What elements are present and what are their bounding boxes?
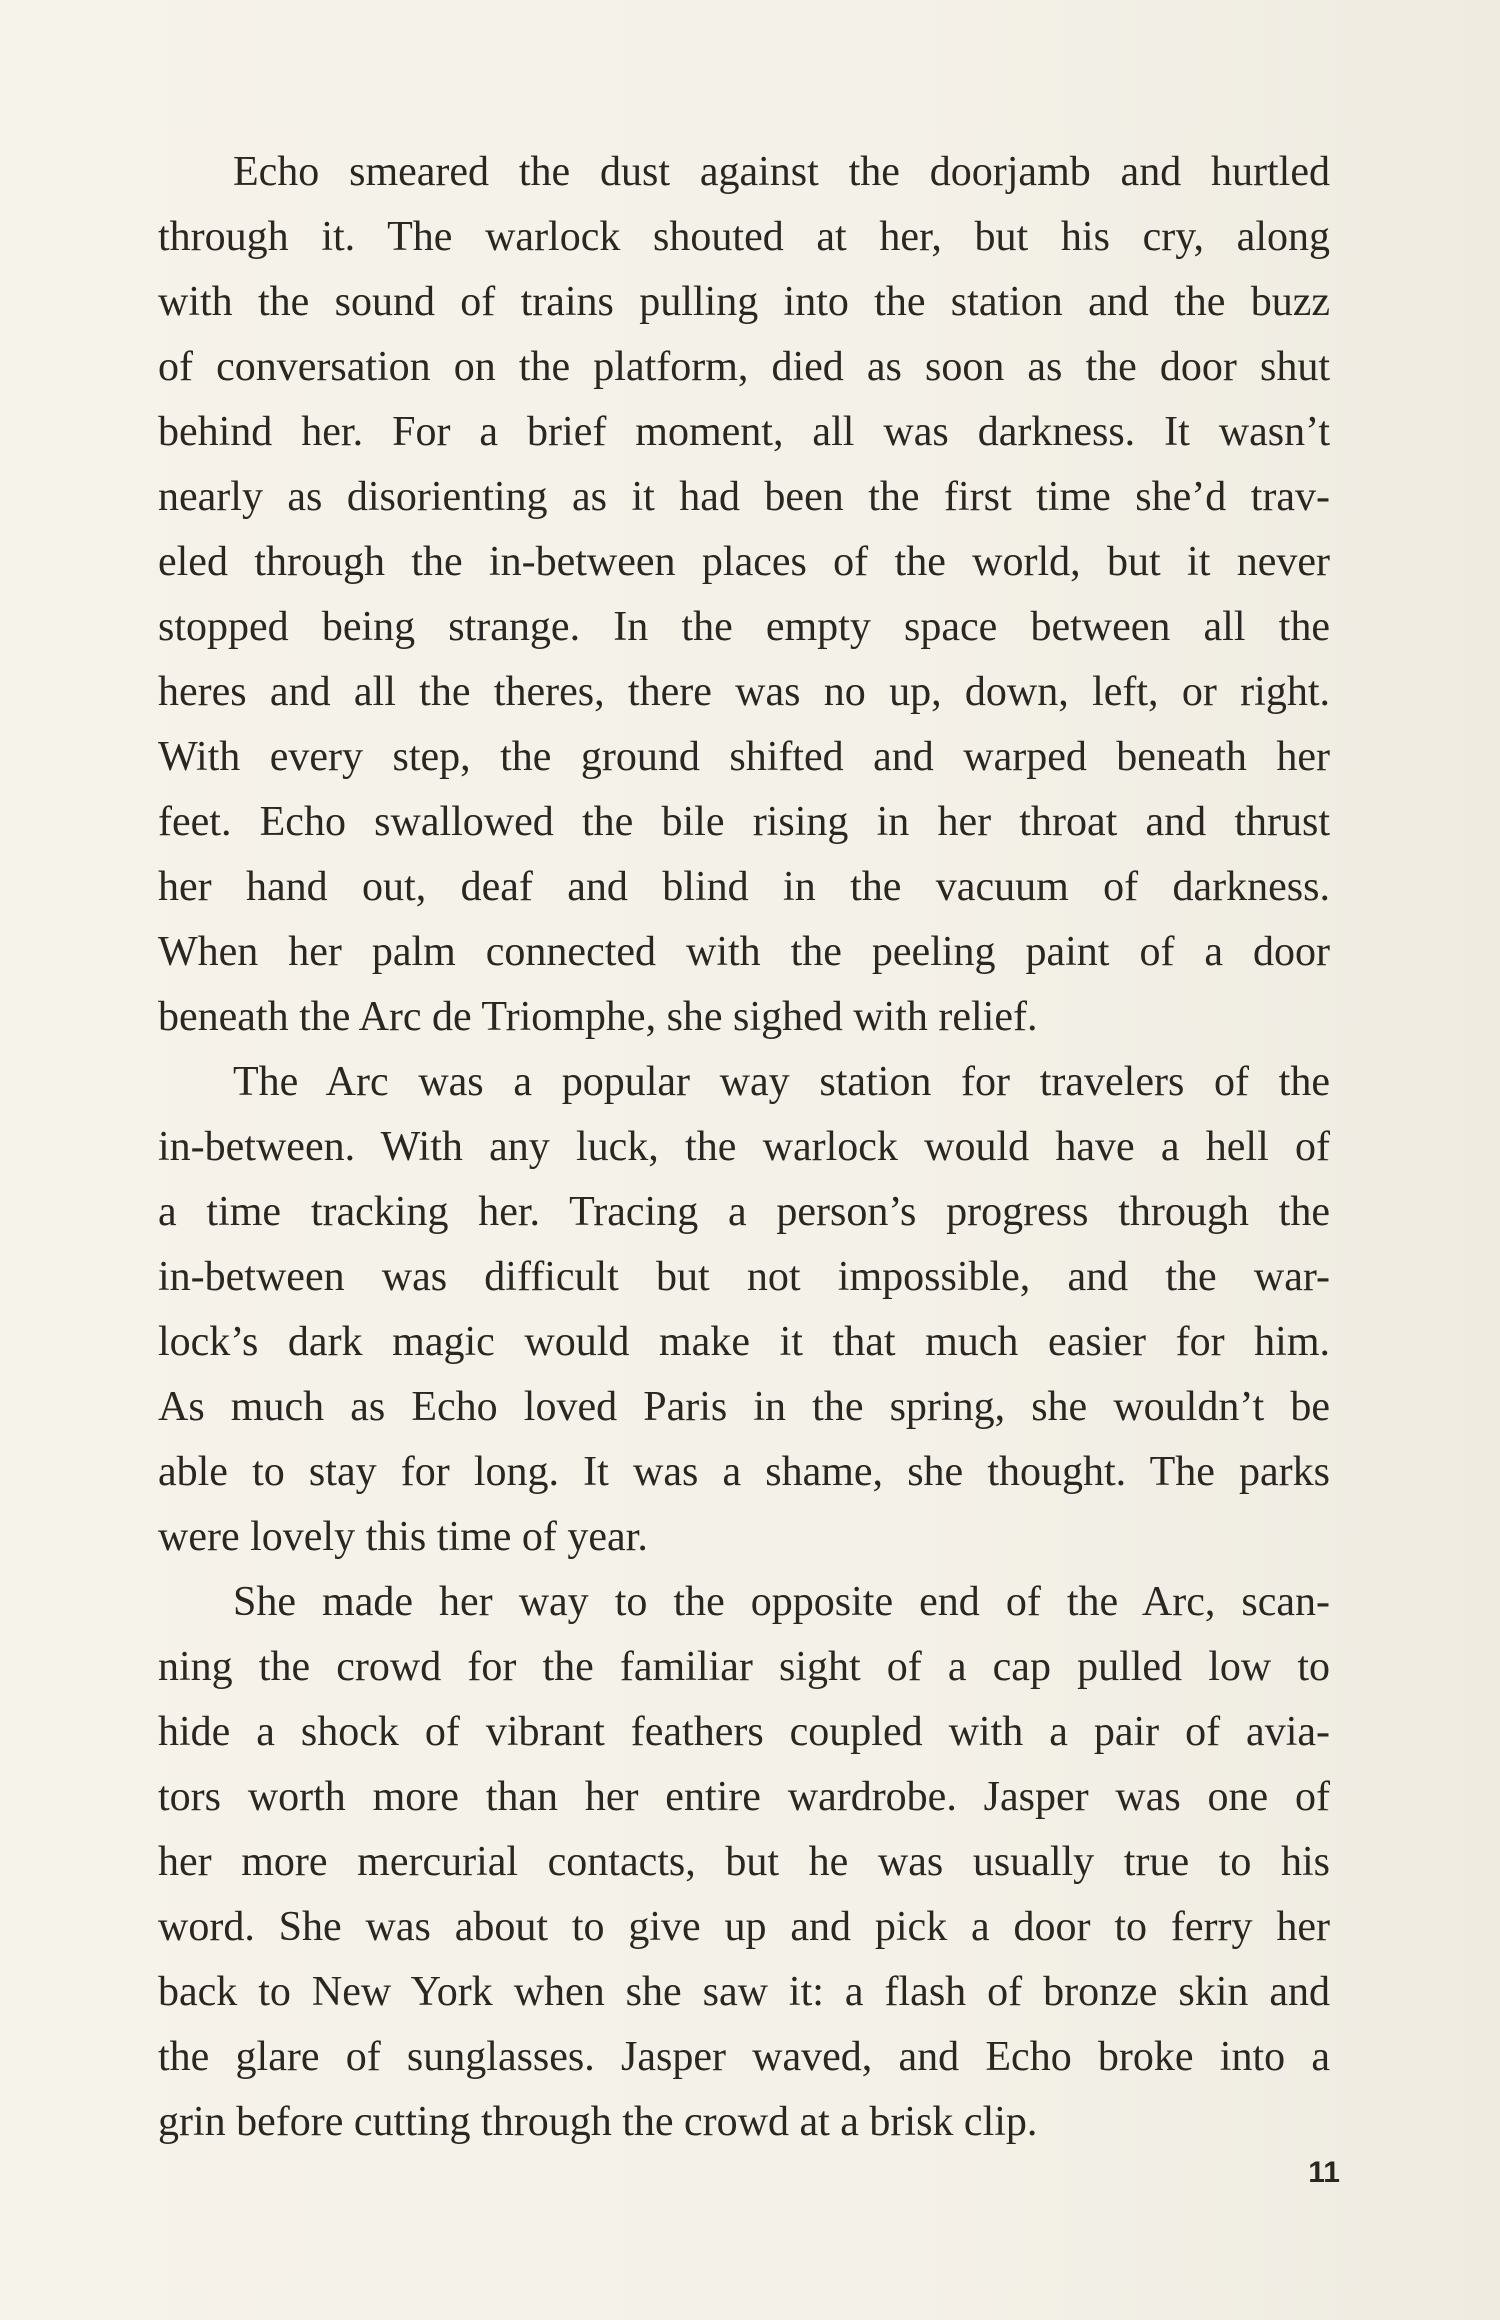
text-line: with the sound of trains pulling into the station and the buzz <box>158 279 1330 325</box>
text-line: word. She was about to give up and pick a door to ferry her <box>158 1904 1330 1950</box>
text-line: Echo smeared the dust against the doorjamb and hurtled <box>233 149 1330 195</box>
text-line: in-between. With any luck, the warlock would have a hell of <box>158 1124 1330 1170</box>
text-line: As much as Echo loved Paris in the spring, she wouldn’t be <box>158 1384 1330 1430</box>
text-line: in-between was difficult but not impossible, and the war- <box>158 1254 1330 1300</box>
text-line: grin before cutting through the crowd at a brisk clip. <box>158 2099 1038 2145</box>
page-number: 11 <box>1308 2156 1340 2189</box>
text-line: of conversation on the platform, died as soon as the door shut <box>158 344 1330 390</box>
text-line: her hand out, deaf and blind in the vacuum of darkness. <box>158 864 1330 910</box>
text-line: tors worth more than her entire wardrobe. Jasper was one of <box>158 1774 1330 1820</box>
text-line: behind her. For a brief moment, all was darkness. It wasn’t <box>158 409 1330 455</box>
text-line: When her palm connected with the peeling paint of a door <box>158 929 1330 975</box>
text-line: With every step, the ground shifted and warped beneath her <box>158 734 1330 780</box>
text-line: ning the crowd for the familiar sight of a cap pulled low to <box>158 1644 1330 1690</box>
text-line: lock’s dark magic would make it that much easier for him. <box>158 1319 1330 1365</box>
text-line: eled through the in-between places of the world, but it never <box>158 539 1330 585</box>
text-line: heres and all the theres, there was no up, down, left, or right. <box>158 669 1330 715</box>
text-line: through it. The warlock shouted at her, but his cry, along <box>158 214 1330 260</box>
text-line: beneath the Arc de Triomphe, she sighed with relief. <box>158 994 1038 1040</box>
text-line: stopped being strange. In the empty space between all the <box>158 604 1330 650</box>
text-line: nearly as disorienting as it had been the first time she’d trav- <box>158 474 1330 520</box>
body-text <box>158 140 1330 2155</box>
text-line: a time tracking her. Tracing a person’s progress through the <box>158 1189 1330 1235</box>
text-line: the glare of sunglasses. Jasper waved, and Echo broke into a <box>158 2034 1330 2080</box>
text-line: The Arc was a popular way station for travelers of the <box>233 1059 1330 1105</box>
text-line: She made her way to the opposite end of the Arc, scan- <box>233 1579 1330 1625</box>
text-line: hide a shock of vibrant feathers coupled with a pair of avia- <box>158 1709 1330 1755</box>
text-line: her more mercurial contacts, but he was usually true to his <box>158 1839 1330 1885</box>
text-line: feet. Echo swallowed the bile rising in her throat and thrust <box>158 799 1330 845</box>
text-line: back to New York when she saw it: a flash of bronze skin and <box>158 1969 1330 2015</box>
text-line: were lovely this time of year. <box>158 1514 648 1560</box>
text-line: able to stay for long. It was a shame, she thought. The parks <box>158 1449 1330 1495</box>
